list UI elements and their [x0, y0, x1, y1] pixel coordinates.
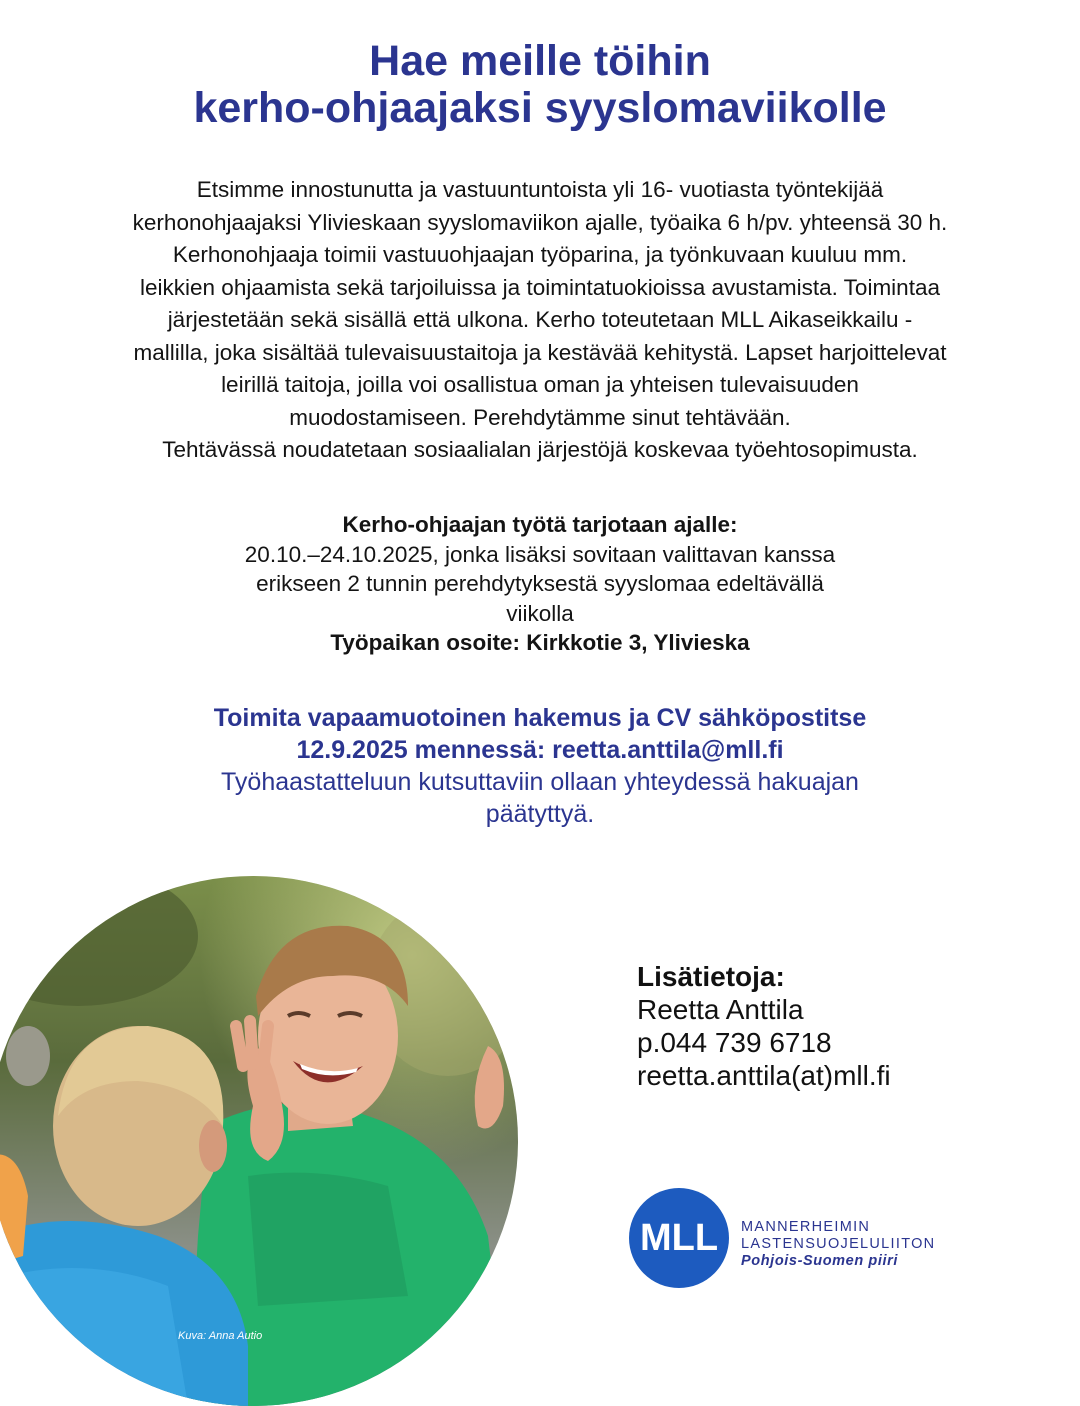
workplace-address: Työpaikan osoite: Kirkkotie 3, Ylivieska — [330, 630, 750, 655]
title-line-2: kerho-ohjaajaksi syyslomaviikolle — [193, 84, 887, 132]
title-line-1: Hae meille töihin — [369, 37, 711, 85]
organization-name — [741, 1219, 935, 1270]
work-period-line: 20.10.–24.10.2025, jonka lisäksi sovitaan valittavan kanssa — [244, 541, 836, 567]
org-region: Pohjois-Suomen piiri — [741, 1253, 899, 1269]
mll-logo — [629, 1188, 729, 1288]
contact-heading: Lisätietoja: — [637, 961, 785, 992]
intro-line: Kerhonohjaaja toimii vastuuohjaajan työparina, ja työnkuvaan kuuluu mm. — [172, 242, 908, 267]
intro-line: leirillä taitoja, joilla voi osallistua oman ja yhteisen tulevaisuuden — [221, 372, 859, 397]
work-period-line: viikolla — [506, 600, 574, 626]
intro-line: leikkien ohjaamista sekä tarjoiluissa ja toimintatuokioissa avustamista. Toimintaa — [140, 274, 940, 300]
mll-logo-mark: MLL — [639, 1217, 719, 1259]
contact-name: Reetta Anttila — [637, 994, 804, 1025]
children-photo — [0, 876, 518, 1406]
contact-phone: p.044 739 6718 — [637, 1027, 832, 1058]
intro-paragraph — [40, 174, 1040, 467]
intro-line: järjestetään sekä sisällä että ulkona. Kerho toteutetaan MLL Aikaseikkailu - — [167, 307, 913, 332]
intro-line: Tehtävässä noudatetaan sosiaalialan järjestöjä koskevaa työehtosopimusta. — [162, 437, 918, 462]
photo-credit: Kuva: Anna Autio — [178, 1330, 263, 1342]
apply-deadline-email: 12.9.2025 mennessä: reetta.anttila@mll.fi — [296, 736, 784, 764]
work-period-heading: Kerho-ohjaajan työtä tarjotaan ajalle: — [342, 512, 738, 537]
intro-line: kerhonohjaajaksi Ylivieskaan syyslomaviikon ajalle, työaika 6 h/pv. yhteensä 30 h. — [132, 209, 948, 235]
children-photo-illustration — [0, 876, 518, 1406]
intro-line: muodostamiseen. Perehdytämme sinut tehtävään. — [289, 404, 791, 430]
application-instructions — [60, 702, 1020, 830]
contact-info — [637, 960, 891, 1092]
apply-line-1: Toimita vapaamuotoinen hakemus ja CV sähköpostitse — [213, 704, 867, 732]
intro-line: Etsimme innostunutta ja vastuuntuntoista yli 16- vuotiasta työntekijää — [196, 177, 884, 202]
page-title — [0, 38, 1080, 132]
contact-email: reetta.anttila(at)mll.fi — [637, 1060, 891, 1091]
intro-line: mallilla, joka sisältää tulevaisuustaitoja ja kestävää kehitystä. Lapset harjoittelevat — [133, 339, 947, 365]
work-period-line: erikseen 2 tunnin perehdytyksestä syyslomaa edeltävällä — [256, 571, 824, 596]
org-name-line-1: MANNERHEIMIN — [741, 1219, 871, 1235]
apply-line-4: päätyttyä. — [485, 800, 595, 828]
work-period-section — [90, 510, 990, 658]
apply-line-3: Työhaastatteluun kutsuttaviin ollaan yhteydessä hakuajan — [221, 768, 859, 796]
org-name-line-2: LASTENSUOJELULIITON — [741, 1236, 936, 1252]
